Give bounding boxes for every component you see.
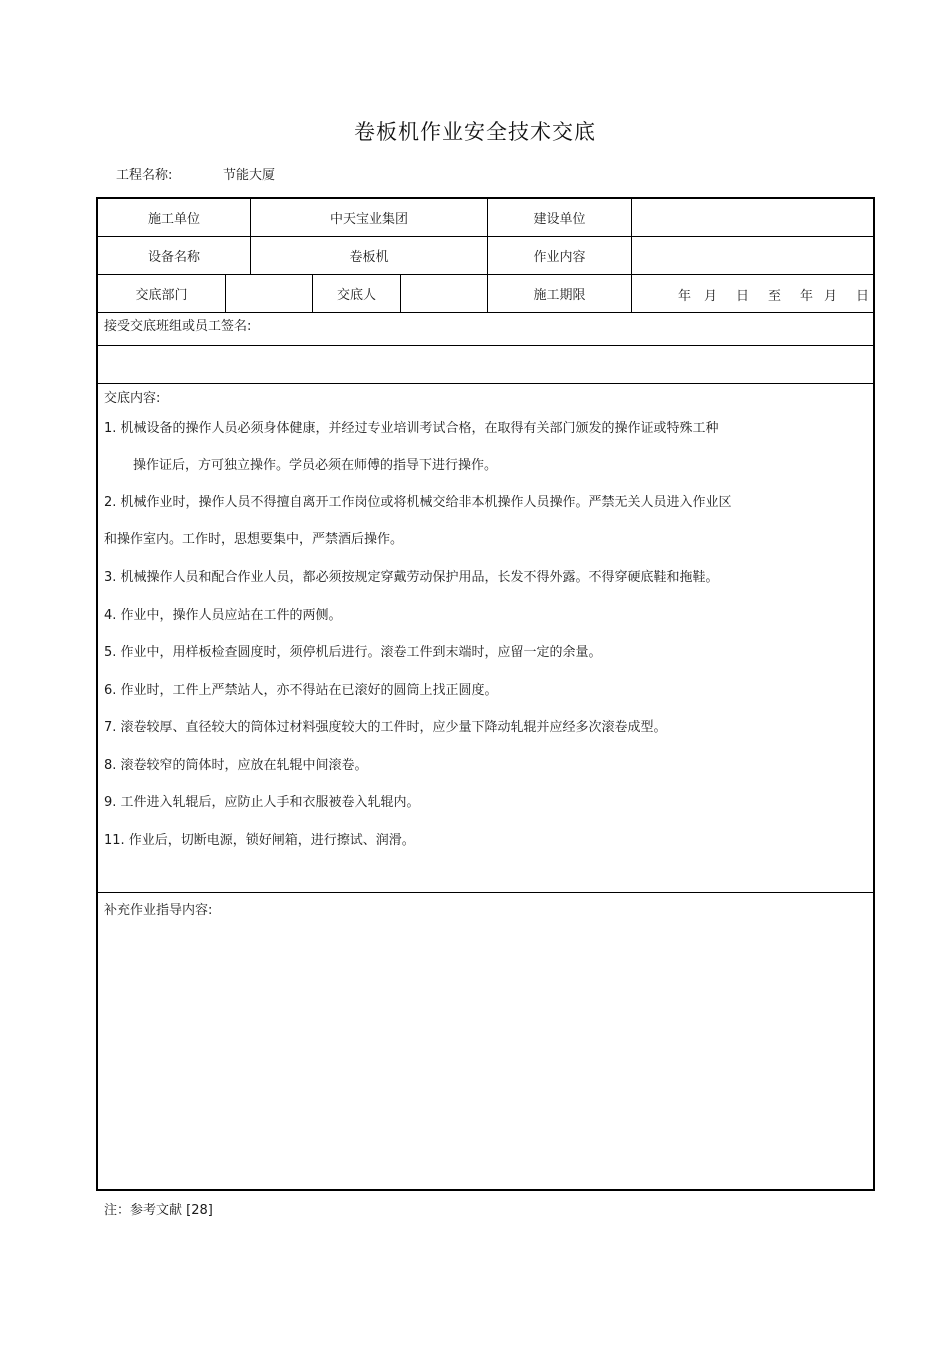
period-day-start: 日: [736, 288, 750, 304]
content-item: 7. 滚卷较厚、直径较大的筒体过材料强度较大的工件时，应少量下降动轧辊并应经多次滚卷成型。: [104, 720, 667, 735]
construction-unit-label: 施工单位: [147, 212, 200, 227]
period-label: 施工期限: [533, 288, 586, 303]
equipment-label: 设备名称: [147, 250, 200, 265]
content-item: 8. 滚卷较窄的筒体时，应放在轧辊中间滚卷。: [104, 758, 368, 773]
period-month-start: 月: [704, 288, 718, 304]
person-label: 交底人: [336, 288, 376, 303]
dept-label: 交底部门: [135, 288, 188, 303]
project-name-value: 节能大厦: [223, 168, 276, 183]
period-year-start: 年: [678, 288, 692, 304]
content-item: 4. 作业中，操作人员应站在工件的两侧。: [104, 608, 342, 623]
equipment-value: 卷板机: [349, 250, 389, 265]
content-item: 9. 工件进入轧辊后，应防止人手和衣服被卷入轧辊内。: [104, 795, 420, 810]
period-day-end: 日: [856, 288, 870, 304]
period-value: [632, 275, 875, 313]
period-to: 至: [768, 288, 782, 304]
content-item: 2. 机械作业时，操作人员不得擅自离开工作岗位或将机械交给非本机操作人员操作。严禁无关人员进入作业区: [104, 495, 732, 510]
owner-unit-label: 建设单位: [533, 212, 586, 227]
project-name-label: 工程名称:: [116, 168, 173, 183]
content-item: 6. 作业时，工件上严禁站人，亦不得站在已滚好的圆筒上找正圆度。: [104, 683, 498, 698]
signature-label: 接受交底班组或员工签名:: [104, 319, 252, 334]
owner-unit-value: [632, 199, 875, 236]
content-label: 交底内容:: [104, 391, 161, 406]
dept-value: [226, 275, 312, 312]
row-divider: [98, 892, 873, 893]
document-title: 卷板机作业安全技术交底: [354, 120, 596, 144]
construction-unit-value: 中天宝业集团: [329, 212, 408, 227]
row-divider: [98, 345, 873, 346]
disclosure-table: [96, 197, 875, 1191]
content-item: 5. 作业中，用样板检查圆度时，须停机后进行。滚卷工件到末端时，应留一定的余量。: [104, 645, 602, 660]
content-item: 操作证后，方可独立操作。学员必须在师傅的指导下进行操作。: [133, 458, 498, 473]
person-value: [401, 275, 487, 312]
work-content-label: 作业内容: [533, 250, 586, 265]
period-month-end: 月: [824, 288, 838, 304]
content-item: 1. 机械设备的操作人员必须身体健康，并经过专业培训考试合格，在取得有关部门颁发的操作证或特殊工种: [104, 421, 719, 436]
content-item: 3. 机械操作人员和配合作业人员，都必须按规定穿戴劳动保护用品，长发不得外露。不得穿硬底鞋和拖鞋。: [104, 570, 719, 585]
row-divider: [98, 383, 873, 384]
period-year-end: 年: [800, 288, 814, 304]
work-content-value: [632, 237, 875, 274]
content-item: 和操作室内。工作时，思想要集中，严禁酒后操作。: [104, 532, 404, 547]
footer-note: 注：参考文献 [28]: [104, 1203, 213, 1218]
supplement-label: 补充作业指导内容:: [104, 903, 213, 918]
content-item: 11. 作业后，切断电源，锁好闸箱，进行擦试、润滑。: [104, 833, 415, 848]
